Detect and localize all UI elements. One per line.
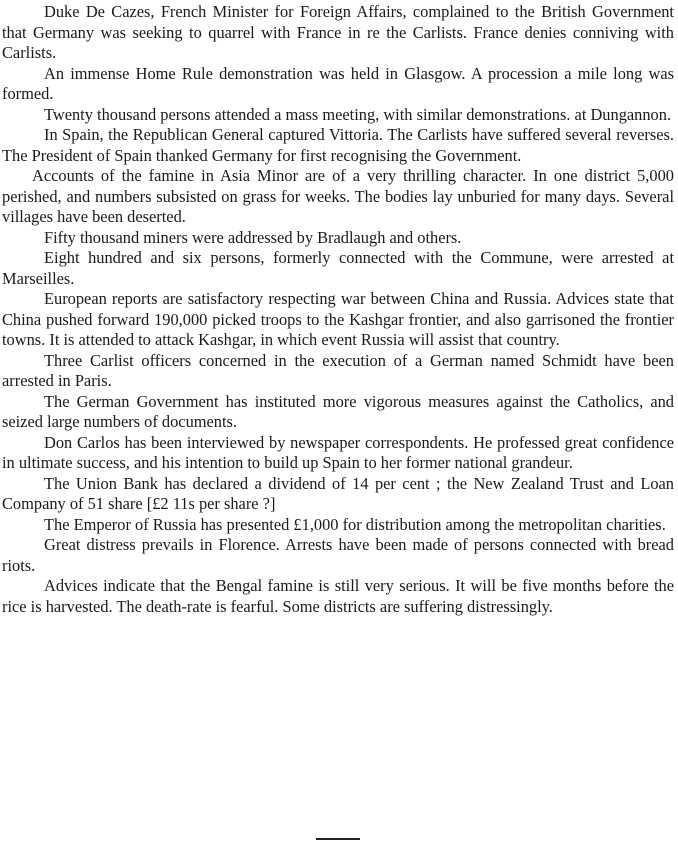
paragraph-florence: Great distress prevails in Florence. Arrests have been made of persons connected with bread riots. — [2, 535, 674, 575]
paragraph-dungannon: Twenty thousand persons attended a mass meeting, with similar demonstrations. at Dungannon. — [44, 104, 672, 124]
paragraph-asia-minor-famine: Accounts of the famine in Asia Minor are of a very thrilling character. In one district 5,000 perished, and numbers subsisted on grass for weeks. The bodies lay unburied for many days. Several villages have been deserted. — [2, 166, 674, 226]
paragraph-glasgow: An immense Home Rule demonstration was held in Glasgow. A procession a mile long was formed. — [2, 63, 674, 103]
paragraph-china-russia: European reports are satisfactory respecting war between China and Russia. Advices state that China pushed forward 190,000 picked troops to the Kashgar frontier, and also garrisoned the frontier towns. It is attended to attack Kashgar, in which event Russia will assist that country. — [2, 289, 674, 349]
paragraph-emperor-russia: The Emperor of Russia has presented £1,000 for distribution among the metropolitan charities. — [44, 514, 666, 534]
paragraph-german-government: The German Government has instituted more vigorous measures against the Catholics, and seized large numbers of documents. — [2, 391, 674, 431]
paragraph-don-carlos: Don Carlos has been interviewed by newspaper correspondents. He professed great confidence in ultimate success, and his intention to build up Spain to her former national grandeur. — [2, 432, 674, 472]
paragraph-miners-bradlaugh: Fifty thousand miners were addressed by Bradlaugh and others. — [44, 227, 462, 247]
paragraph-carlist-officers: Three Carlist officers concerned in the execution of a German named Schmidt have been arrested in Paris. — [2, 350, 674, 390]
paragraph-union-bank: The Union Bank has declared a dividend of 14 per cent ; the New Zealand Trust and Loan Company of 51 share [£2 11s per share ?] — [2, 473, 674, 513]
paragraph-marseilles-arrests: Eight hundred and six persons, formerly connected with the Commune, were arrested at Marseilles. — [2, 248, 674, 288]
closing-rule — [316, 838, 360, 840]
paragraph-bengal-famine: Advices indicate that the Bengal famine is still very serious. It will be five months before the rice is harvested. The death-rate is fearful. Some districts are suffering distressingly. — [2, 576, 674, 616]
paragraph-de-cazes: Duke De Cazes, French Minister for Foreign Affairs, complained to the British Government that Germany was seeking to quarrel with France in re the Carlists. France denies conniving with Carlists. — [2, 2, 674, 62]
paragraph-spain-vittoria: In Spain, the Republican General captured Vittoria. The Carlists have suffered several reverses. The President of Spain thanked Germany for first recognising the Government. — [2, 125, 674, 165]
